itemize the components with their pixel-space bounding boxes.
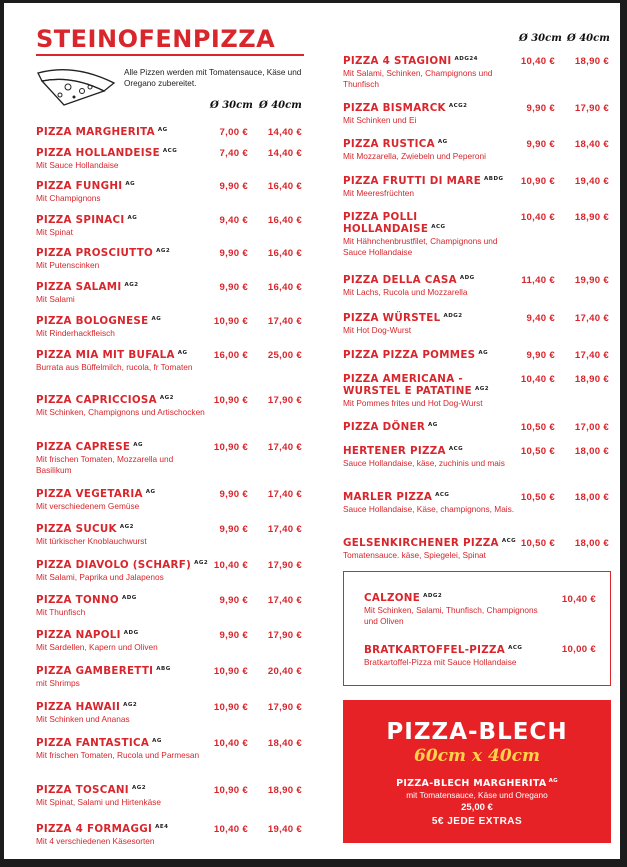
item-desc: Bratkartoffel-Pizza mit Sauce Hollandaise — [364, 657, 517, 667]
allergen-code: AG — [177, 350, 188, 356]
item-desc: Mit Putenscinken — [36, 260, 100, 270]
price-30cm: 10,50 € — [520, 446, 555, 457]
price-40cm: 18,90 € — [267, 785, 302, 796]
list-item — [36, 629, 211, 653]
item-name: PIZZA FANTASTICA $^{AG}$ — [36, 737, 162, 749]
price-30cm: 10,40 € — [520, 374, 555, 385]
price-30cm: 10,50 € — [520, 538, 555, 549]
allergen-code: ACG — [162, 148, 178, 154]
allergen-code: AG — [478, 350, 489, 356]
item-name: PIZZA DIAVOLO (SCHARF) $^{AG2}$ — [36, 559, 209, 571]
price-30cm: 7,40 € — [219, 148, 248, 159]
allergen-code: AG — [151, 316, 162, 322]
price-40cm: 17,90 € — [574, 103, 609, 114]
price-30cm: 10,40 € — [520, 212, 555, 223]
allergen-code: AE4 — [155, 824, 169, 830]
item-desc: Mit Thunfisch — [36, 607, 86, 617]
item-name: PIZZA TONNO $^{ADG}$ — [36, 594, 137, 606]
price-40cm: 17,40 € — [267, 442, 302, 453]
item-desc: Mit frischen Tomaten, Mozzarella und Basilikum — [36, 454, 174, 475]
item-desc: Mit Champignons — [36, 193, 101, 203]
list-item — [36, 180, 211, 204]
item-name: PIZZA BOLOGNESE $^{AG}$ — [36, 315, 162, 327]
price-30cm: 7,00 € — [219, 127, 248, 138]
item-name: PIZZA SPINACI $^{AG}$ — [36, 214, 138, 226]
list-item — [36, 315, 211, 339]
price-40cm: 20,40 € — [267, 666, 302, 677]
allergen-code: AG2 — [123, 702, 138, 708]
allergen-code: AG — [437, 139, 448, 145]
item-name: PIZZA FUNGHI $^{AG}$ — [36, 180, 136, 192]
item-name: PIZZA NAPOLI $^{ADG}$ — [36, 629, 139, 641]
price-40cm: 18,90 € — [574, 374, 609, 385]
item-name: PIZZA FRUTTI DI MARE $^{ABDG}$ — [343, 175, 504, 187]
price-40cm: 18,90 € — [574, 56, 609, 67]
price-40cm: 17,40 € — [267, 489, 302, 500]
list-item — [36, 784, 211, 808]
price-30cm: 9,90 € — [219, 248, 248, 259]
price-40cm: 17,90 € — [267, 702, 302, 713]
allergen-code: AG — [152, 738, 162, 744]
size-header-30: Ø 30cm — [210, 100, 253, 111]
allergen-code: ADG24 — [454, 56, 479, 62]
item-desc: Mit Schinken und Ei — [343, 115, 417, 125]
list-item — [343, 55, 518, 90]
list-item — [343, 537, 518, 561]
price-40cm: 18,90 € — [574, 212, 609, 223]
allergen-code: ADG — [121, 595, 137, 601]
item-name: PIZZA MIA MIT BUFALA $^{AG}$ — [36, 349, 188, 361]
list-item — [343, 211, 518, 258]
allergen-code: AG — [125, 181, 136, 187]
allergen-code: AG — [133, 442, 144, 448]
item-name: PIZZA 4 STAGIONI $^{ADG24}$ — [343, 55, 479, 67]
item-desc: Mit Lachs, Rucola und Mozzarella — [343, 287, 468, 297]
item-price: 10,00 € — [561, 644, 596, 655]
item-desc: Mit Sauce Hollandaise — [36, 160, 119, 170]
item-price: 10,40 € — [561, 594, 596, 605]
list-item — [343, 373, 518, 409]
list-item — [36, 823, 211, 847]
allergen-code: AG2 — [194, 560, 209, 566]
list-item — [36, 394, 211, 418]
list-item — [36, 737, 211, 761]
price-40cm: 14,40 € — [267, 127, 302, 138]
item-name: PIZZA AMERICANA - WURSTEL E PATATINE $^{AG2}$ — [343, 373, 490, 397]
list-item — [343, 274, 518, 298]
item-desc: Tomatensauce. käse, Spiegelei, Spinat — [343, 550, 486, 560]
price-40cm: 17,00 € — [574, 422, 609, 433]
item-name: CALZONE $^{ADG2}$ — [364, 592, 443, 604]
price-40cm: 14,40 € — [267, 148, 302, 159]
item-desc: Mit Schinken, Salami, Thunfisch, Champignons und Oliven — [364, 605, 538, 626]
size-header-30-right: Ø 30cm — [519, 33, 562, 44]
price-30cm: 9,90 € — [526, 139, 555, 150]
item-desc: Mit Hot Dog-Wurst — [343, 325, 412, 335]
price-40cm: 18,40 € — [574, 139, 609, 150]
allergen-code: AG2 — [156, 248, 171, 254]
list-item — [343, 138, 518, 162]
allergen-code: ABG — [156, 666, 171, 672]
allergen-code: ACG — [431, 224, 446, 230]
blech-extras: 5€ JEDE EXTRAS — [431, 816, 523, 828]
page-title: STEINOFENPIZZA — [36, 25, 276, 53]
blech-item-name: PIZZA-BLECH MARGHERITA $^{AG}$ — [396, 778, 558, 790]
item-desc: Mit Mozzarella, Zwiebeln und Peperoni — [343, 151, 486, 161]
allergen-code: AG — [145, 489, 156, 495]
allergen-code: ADG2 — [443, 313, 463, 319]
price-30cm: 9,90 € — [219, 595, 248, 606]
price-40cm: 17,40 € — [267, 595, 302, 606]
intro-text: Alle Pizzen werden mit Tomatensauce, Käse und Oregano zubereitet. — [124, 68, 302, 88]
allergen-code: AG — [428, 422, 438, 428]
price-40cm: 18,40 € — [267, 738, 302, 749]
price-30cm: 9,90 € — [219, 282, 248, 293]
price-40cm: 18,00 € — [574, 446, 609, 457]
list-item — [343, 312, 518, 336]
list-item — [36, 665, 211, 689]
item-desc: Mit Spinat, Salami und Hirtenkäse — [36, 797, 161, 807]
price-30cm: 9,90 € — [219, 524, 248, 535]
item-desc: Mit Salami, Paprika und Jalapenos — [36, 572, 164, 582]
item-name: BRATKARTOFFEL-PIZZA $^{ACG}$ — [364, 644, 523, 656]
allergen-code: ADG — [459, 275, 475, 281]
price-30cm: 16,00 € — [213, 350, 248, 361]
item-name: PIZZA CAPRICCIOSA $^{AG2}$ — [36, 394, 174, 406]
pizza-slice-icon — [34, 61, 120, 109]
list-item — [36, 594, 211, 618]
item-desc: Mit Sardellen, Kapern und Oliven — [36, 642, 158, 652]
item-desc: Mit türkischer Knoblauchwurst — [36, 536, 147, 546]
allergen-code: ABDG — [484, 176, 504, 182]
blech-title: PIZZA-BLECH — [386, 719, 568, 745]
price-30cm: 9,90 € — [219, 181, 248, 192]
list-item — [343, 102, 518, 126]
item-name: PIZZA SUCUK $^{AG2}$ — [36, 523, 134, 535]
price-30cm: 9,40 € — [526, 313, 555, 324]
price-40cm: 17,40 € — [574, 313, 609, 324]
price-30cm: 10,90 € — [213, 666, 248, 677]
list-item — [343, 445, 518, 469]
item-name: PIZZA DELLA CASA $^{ADG}$ — [343, 274, 475, 286]
price-40cm: 18,00 € — [574, 538, 609, 549]
item-name: MARLER PIZZA $^{ACG}$ — [343, 491, 450, 503]
allergen-code: AG2 — [124, 282, 139, 288]
item-name: PIZZA 4 FORMAGGI $^{AE4}$ — [36, 823, 169, 835]
allergen-code: AG — [127, 215, 138, 221]
item-desc: Mit Salami, Schinken, Champignons und Thunfisch — [343, 68, 493, 89]
item-name: PIZZA WÜRSTEL $^{ADG2}$ — [343, 312, 463, 324]
item-desc: Mit Meeresfrüchten — [343, 188, 415, 198]
price-40cm: 19,40 € — [574, 176, 609, 187]
price-40cm: 17,40 € — [267, 316, 302, 327]
item-desc: mit Shrimps — [36, 678, 80, 688]
list-item — [343, 175, 518, 199]
item-desc: Mit 4 verschiedenen Käsesorten — [36, 836, 155, 846]
item-desc: Mit Schinken und Ananas — [36, 714, 130, 724]
price-40cm: 18,00 € — [574, 492, 609, 503]
list-item — [364, 592, 544, 627]
allergen-code: AG — [157, 127, 168, 133]
list-item — [36, 126, 211, 139]
size-header-40: Ø 40cm — [259, 100, 302, 111]
price-30cm: 10,90 € — [520, 176, 555, 187]
allergen-code: AG2 — [119, 524, 134, 530]
size-header-40-right: Ø 40cm — [567, 33, 610, 44]
price-40cm: 17,40 € — [574, 350, 609, 361]
list-item — [36, 281, 211, 305]
item-name: PIZZA HAWAII $^{AG2}$ — [36, 701, 138, 713]
item-name: PIZZA RUSTICA $^{AG}$ — [343, 138, 448, 150]
price-30cm: 11,40 € — [521, 275, 555, 286]
price-30cm: 10,40 € — [520, 56, 555, 67]
price-40cm: 17,90 € — [267, 560, 302, 571]
item-desc: Mit frischen Tomaten, Rucola und Parmesan — [36, 750, 200, 760]
blech-size: 60cm x 40cm — [414, 746, 540, 766]
price-40cm: 19,40 € — [267, 824, 302, 835]
price-30cm: 9,90 € — [219, 630, 248, 641]
list-item — [36, 488, 211, 512]
item-name: GELSENKIRCHENER PIZZA $^{ACG}$ — [343, 537, 517, 549]
price-30cm: 10,90 € — [213, 702, 248, 713]
item-name: PIZZA SALAMI $^{AG2}$ — [36, 281, 139, 293]
menu-page — [4, 3, 620, 859]
item-name: PIZZA HOLLANDEISE $^{ACG}$ — [36, 147, 178, 159]
item-name: HERTENER PIZZA $^{ACG}$ — [343, 445, 464, 457]
price-40cm: 25,00 € — [267, 350, 302, 361]
item-desc: Sauce Hollandaise, Käse, champignons, Mais. — [343, 504, 515, 514]
item-name: PIZZA GAMBERETTI $^{ABG}$ — [36, 665, 171, 677]
list-item — [343, 349, 518, 362]
allergen-code: ACG — [501, 538, 517, 544]
price-40cm: 17,90 € — [267, 630, 302, 641]
price-40cm: 16,40 € — [267, 248, 302, 259]
item-name: PIZZA CAPRESE $^{AG}$ — [36, 441, 144, 453]
item-desc: Mit Pommes frites und Hot Dog-Wurst — [343, 398, 483, 408]
item-desc: Mit Spinat — [36, 227, 73, 237]
price-40cm: 17,40 € — [267, 524, 302, 535]
list-item — [364, 644, 564, 668]
price-30cm: 9,40 € — [219, 215, 248, 226]
item-desc: Mit Hähnchenbrustfilet, Champignons und Sauce Hollandaise — [343, 236, 498, 257]
price-30cm: 9,90 € — [219, 489, 248, 500]
price-30cm: 10,50 € — [520, 492, 555, 503]
item-desc: Sauce Hollandaise, käse, zuchinis und mais — [343, 458, 505, 468]
blech-price: 25,00 € — [461, 802, 493, 814]
list-item — [36, 247, 211, 271]
list-item — [36, 214, 211, 238]
item-desc: Mit Rinderhackfleisch — [36, 328, 115, 338]
item-name: PIZZA VEGETARIA $^{AG}$ — [36, 488, 156, 500]
list-item — [36, 701, 211, 725]
price-30cm: 10,90 € — [213, 785, 248, 796]
list-item — [36, 523, 211, 547]
list-item — [36, 559, 211, 583]
item-name: PIZZA POLLI HOLLANDAISE $^{ACG}$ — [343, 211, 446, 235]
price-30cm: 9,90 € — [526, 103, 555, 114]
price-30cm: 10,90 € — [213, 442, 248, 453]
blech-item-desc: mit Tomatensauce, Käse und Oregano — [406, 790, 548, 801]
item-name: PIZZA PIZZA POMMES $^{AG}$ — [343, 349, 489, 361]
title-underline — [36, 54, 304, 56]
list-item — [343, 491, 518, 515]
price-40cm: 16,40 € — [267, 215, 302, 226]
allergen-code: AG2 — [131, 785, 147, 791]
list-item — [343, 421, 518, 434]
list-item — [36, 349, 211, 373]
list-item — [36, 441, 211, 476]
item-desc: Mit verschiedenem Gemüse — [36, 501, 140, 511]
price-40cm: 17,90 € — [267, 395, 302, 406]
allergen-code: ACG2 — [448, 103, 468, 109]
price-40cm: 16,40 € — [267, 181, 302, 192]
item-name: PIZZA MARGHERITA $^{AG}$ — [36, 126, 168, 138]
item-desc: Mit Salami — [36, 294, 75, 304]
price-30cm: 10,50 € — [520, 422, 555, 433]
allergen-code: ACG — [435, 492, 450, 498]
price-30cm: 9,90 € — [526, 350, 555, 361]
item-name: PIZZA PROSCIUTTO $^{AG2}$ — [36, 247, 171, 259]
calzone-box — [343, 571, 611, 686]
price-30cm: 10,90 € — [213, 395, 248, 406]
price-30cm: 10,40 € — [213, 824, 248, 835]
price-40cm: 19,90 € — [574, 275, 609, 286]
allergen-code: AG2 — [159, 395, 174, 401]
allergen-code: AG2 — [474, 386, 490, 392]
pizza-blech-panel — [343, 700, 611, 843]
item-name: PIZZA TOSCANI $^{AG2}$ — [36, 784, 147, 796]
allergen-code: ACG — [448, 446, 464, 452]
item-desc: Burrata aus Büffelmilch, rucola, fr Tomaten — [36, 362, 193, 372]
price-40cm: 16,40 € — [267, 282, 302, 293]
list-item — [36, 147, 211, 171]
item-name: PIZZA DÖNER $^{AG}$ — [343, 421, 438, 433]
price-30cm: 10,90 € — [213, 316, 248, 327]
price-30cm: 10,40 € — [213, 738, 248, 749]
price-30cm: 10,40 € — [213, 560, 248, 571]
allergen-code: ADG — [123, 630, 139, 636]
item-name: PIZZA BISMARCK $^{ACG2}$ — [343, 102, 468, 114]
item-desc: Mit Schinken, Champignons und Artischocken — [36, 407, 205, 417]
